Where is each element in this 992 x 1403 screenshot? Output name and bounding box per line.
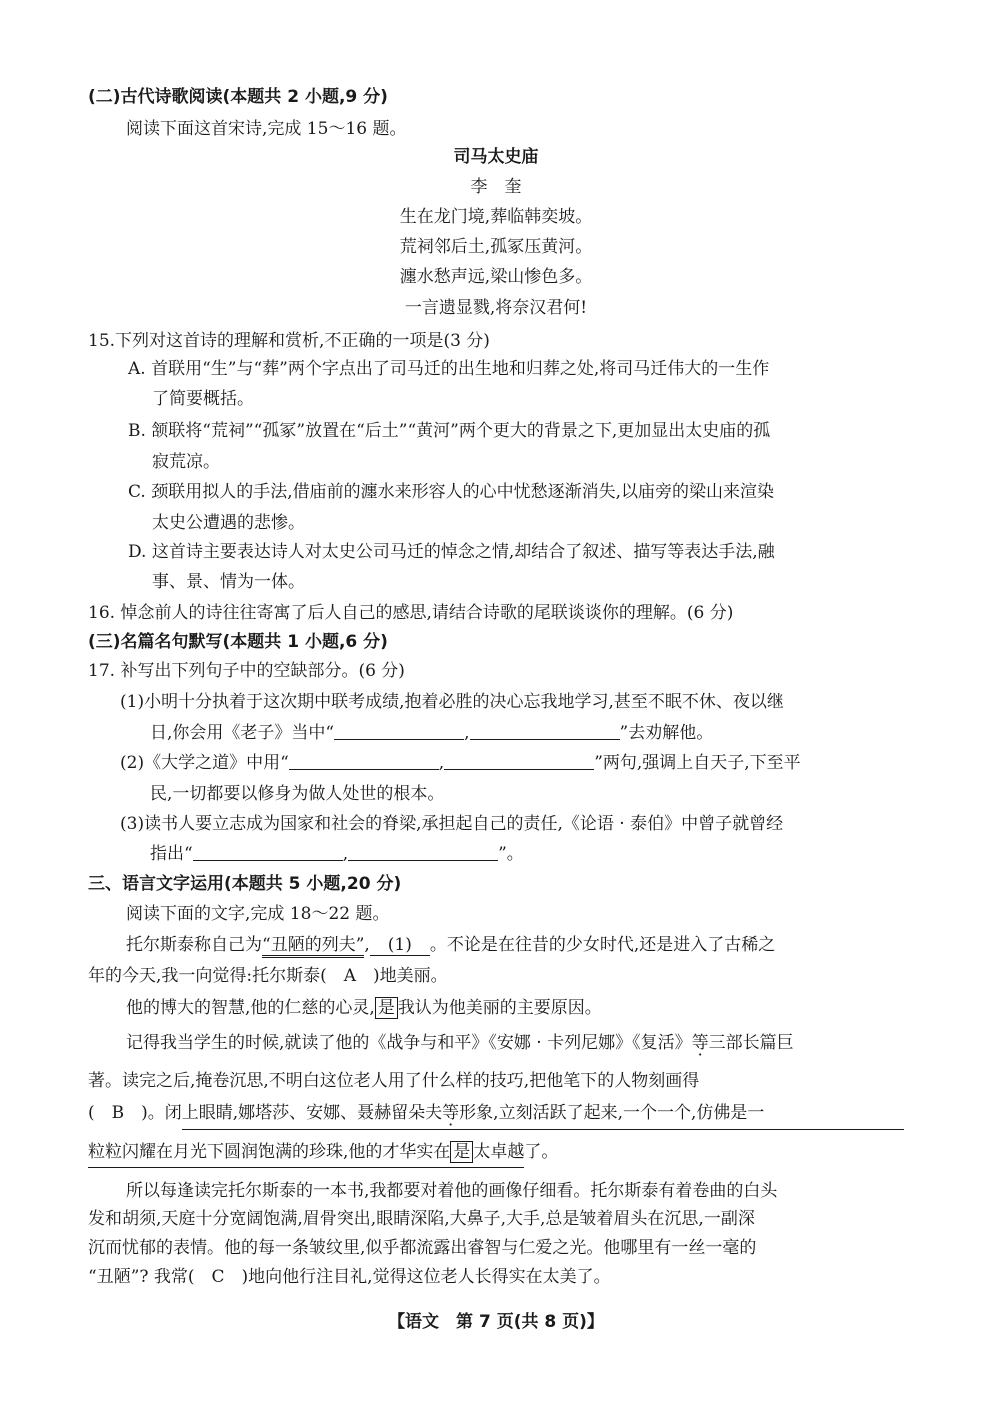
fill-blank[interactable] — [289, 751, 439, 770]
part3-intro: 阅读下面的文字,完成 18～22 题。 — [126, 904, 390, 924]
q17-part1-text-before: 日,你会用《老子》当中“ — [150, 723, 335, 743]
passage-line: 著。读完之后,掩卷沉思,不明白这位老人用了什么样的技巧,把他笔下的人物刻画得 — [88, 1071, 700, 1091]
fill-blank[interactable] — [348, 842, 498, 861]
q17-part2-text-after: ”两句,强调上自天子,下至平 — [594, 753, 801, 773]
option-c-line1: C. 颈联用拟人的手法,借庙前的瀍水来形容人的心中忧愁逐渐消失,以庙旁的梁山来渲染 — [128, 482, 775, 502]
q17-part3-text-after: ”。 — [498, 844, 524, 864]
q17-part2-line2: 民,一切都要以修身为做人处世的根本。 — [150, 784, 445, 804]
passage-line: 沉而忧郁的表情。他的每一条皱纹里,似乎都流露出睿智与仁爱之光。他哪里有一丝一毫的 — [88, 1238, 757, 1258]
comma: , — [342, 844, 349, 864]
poem-line: 生在龙门境,葬临韩奕坡。 — [399, 207, 593, 227]
q17-part1-text-after: ”去劝解他。 — [619, 723, 714, 743]
page-footer: 【语文 第 7 页(共 8 页)】 — [388, 1312, 604, 1332]
part3-heading: 三、语言文字运用(本题共 5 小题,20 分) — [88, 874, 402, 894]
section-intro: 阅读下面这首宋诗,完成 15～16 题。 — [126, 119, 407, 139]
passage-line: 年的今天,我一向觉得:托尔斯泰( A )地美丽。 — [88, 966, 448, 986]
poem-line: 一言遗显戮,将奈汉君何! — [404, 298, 588, 318]
passage-text: 形象,立刻活跃了起来,一个一个,仿佛是一 — [459, 1103, 765, 1123]
question-17-stem: 17. 补写出下列句子中的空缺部分。(6 分) — [88, 661, 405, 681]
dotted-word: 等 — [691, 1033, 709, 1053]
option-a-line1: A. 首联用“生”与“葬”两个字点出了司马迁的出生地和归葬之处,将司马迁伟大的一生作 — [128, 359, 770, 379]
passage-line — [88, 1101, 764, 1125]
poem-line: 荒祠邻后土,孤冢压黄河。 — [399, 237, 593, 257]
passage-text: ( B )。闭上眼睛,娜塔莎、安娜、聂赫留朵夫 — [88, 1103, 443, 1123]
passage-text: 托尔斯泰称自己为 — [126, 935, 262, 955]
passage-text: , — [364, 935, 370, 955]
underline-rule — [88, 1167, 524, 1168]
passage-line: “丑陋”? 我常( C )地向他行注目礼,觉得这位老人长得实在太美了。 — [88, 1267, 611, 1287]
passage-text: 太卓越了。 — [473, 1142, 559, 1162]
double-underlined-phrase: “丑陋的列夫” — [262, 935, 364, 958]
passage-text: 我认为他美丽的主要原因。 — [397, 998, 602, 1018]
q17-part3-line2 — [150, 842, 524, 866]
boxed-word: 是 — [375, 997, 398, 1019]
option-d-line2: 事、景、情为一体。 — [152, 572, 305, 592]
passage-line — [126, 996, 602, 1020]
option-d-line1: D. 这首诗主要表达诗人对太史公司马迁的悼念之情,却结合了叙述、描写等表达手法,融 — [128, 542, 775, 562]
comma: , — [438, 753, 445, 773]
passage-text: 。不论是在往昔的少女时代,还是进入了古稀之 — [429, 935, 776, 955]
fill-blank[interactable] — [334, 721, 464, 740]
blank-1: (1) — [370, 935, 430, 956]
fill-blank[interactable] — [470, 721, 620, 740]
q17-part2-line1 — [120, 751, 801, 775]
question-15-stem: 15.下列对这首诗的理解和赏析,不正确的一项是(3 分) — [88, 331, 490, 351]
passage-text: 记得我当学生的时候,就读了他的《战争与和平》《安娜 · 卡列尼娜》《复活》 — [126, 1033, 692, 1053]
q17-part2-text-before: (2)《大学之道》中用“ — [120, 753, 289, 773]
passage-line — [126, 1031, 794, 1055]
question-16: 16. 悼念前人的诗往往寄寓了后人自己的感思,请结合诗歌的尾联谈谈你的理解。(6 分) — [88, 603, 734, 623]
q17-part1-line1: (1)小明十分执着于这次期中联考成绩,抱着必胜的决心忘我地学习,甚至不眠不休、夜以继 — [120, 692, 784, 712]
poem-line: 瀍水愁声远,梁山惨色多。 — [399, 267, 593, 287]
comma: , — [464, 723, 470, 743]
option-a-line2: 了简要概括。 — [152, 389, 254, 409]
q17-part3-line1: (3)读书人要立志成为国家和社会的脊梁,承担起自己的责任,《论语 · 泰伯》中曾子就曾经 — [120, 814, 784, 834]
option-b-line1: B. 颔联将“荒祠”“孤冢”放置在“后土”“黄河”两个更大的背景之下,更加显出太史庙的孤 — [128, 421, 771, 441]
passage-line: 发和胡须,天庭十分宽阔饱满,眉骨突出,眼睛深陷,大鼻子,大手,总是皱着眉头在沉思,一副深 — [88, 1209, 755, 1229]
passage-line: 所以每逢读完托尔斯泰的一本书,我都要对着他的画像仔细看。托尔斯泰有着卷曲的白头 — [126, 1181, 778, 1201]
dotted-word: 等 — [442, 1103, 460, 1123]
fill-blank[interactable] — [444, 751, 594, 770]
passage-line — [88, 1140, 558, 1164]
boxed-word: 是 — [450, 1141, 473, 1163]
section-heading-recitation: (三)名篇名句默写(本题共 1 小题,6 分) — [88, 632, 388, 652]
q17-part1-line2 — [150, 721, 713, 745]
passage-text: 三部长篇巨 — [708, 1033, 794, 1053]
option-b-line2: 寂荒凉。 — [152, 452, 220, 472]
section-heading-poetry: (二)古代诗歌阅读(本题共 2 小题,9 分) — [88, 87, 388, 107]
poem-author: 李 奎 — [470, 177, 522, 197]
poem-title: 司马太史庙 — [453, 147, 539, 167]
passage-line — [126, 933, 775, 957]
fill-blank[interactable] — [193, 842, 343, 861]
option-c-line2: 太史公遭遇的悲惨。 — [152, 513, 305, 533]
passage-text: 粒粒闪耀在月光下圆润饱满的珍珠,他的才华实在 — [88, 1142, 451, 1162]
underline-rule — [182, 1129, 904, 1130]
q17-part3-text-before: 指出“ — [150, 844, 193, 864]
passage-text: 他的博大的智慧,他的仁慈的心灵, — [126, 998, 375, 1018]
